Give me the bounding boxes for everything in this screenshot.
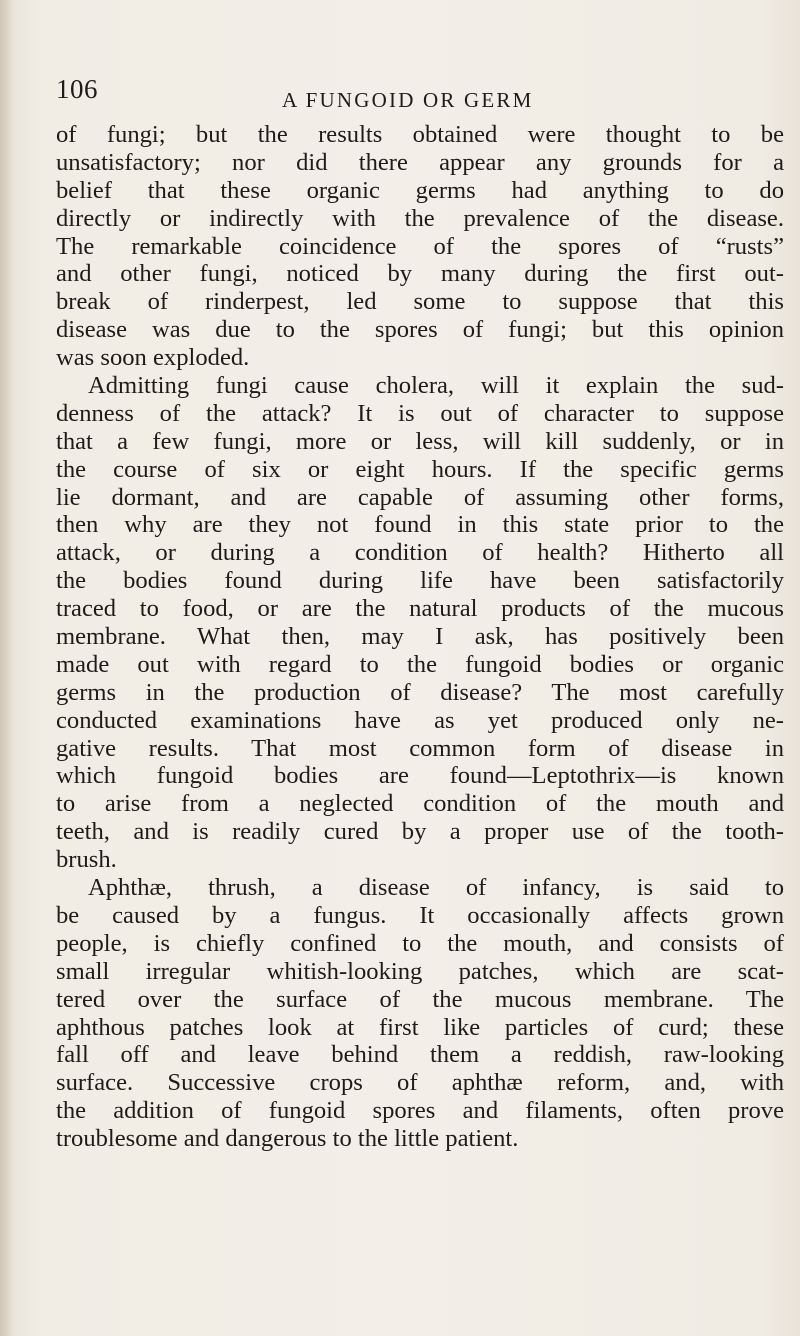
text-line: the bodies found during life have been satisfactorily — [56, 567, 784, 595]
text-line: the course of six or eight hours. If the specific germs — [56, 455, 784, 483]
text-line: conducted examinations have as yet produced only ne- — [56, 706, 784, 734]
page-number: 106 — [56, 74, 98, 104]
text-line: Aphthæ, thrush, a disease of infancy, is said to — [88, 874, 784, 902]
text-line: disease was due to the spores of fungi; but this opinion — [56, 316, 784, 344]
text-line: denness of the attack? It is out of character to suppose — [56, 399, 784, 427]
text-line: break of rinderpest, led some to suppose that this — [56, 288, 784, 316]
text-line: gative results. That most common form of disease in — [56, 734, 784, 762]
text-line: troublesome and dangerous to the little patient. — [56, 1125, 519, 1153]
text-line: the addition of fungoid spores and filaments, often prove — [56, 1097, 784, 1125]
text-line: membrane. What then, may I ask, has positively been — [56, 623, 784, 651]
text-line: attack, or during a condition of health? Hitherto all — [56, 539, 784, 567]
running-title: A FUNGOID OR GERM — [282, 88, 534, 112]
text-line: brush. — [56, 846, 117, 874]
body-text — [56, 121, 784, 1153]
text-line: made out with regard to the fungoid bodies or organic — [56, 650, 784, 678]
text-line: Admitting fungi cause cholera, will it explain the sud- — [88, 372, 784, 400]
text-line: was soon exploded. — [56, 344, 250, 372]
text-line: to arise from a neglected condition of the mouth and — [56, 790, 784, 818]
text-line: unsatisfactory; nor did there appear any grounds for a — [56, 148, 784, 176]
text-line: surface. Successive crops of aphthæ reform, and, with — [56, 1069, 784, 1097]
text-line: small irregular whitish-looking patches, which are scat- — [56, 957, 784, 985]
page-edge-shadow — [0, 0, 14, 1336]
text-line: directly or indirectly with the prevalence of the disease. — [56, 204, 784, 232]
text-line: aphthous patches look at first like particles of curd; these — [56, 1013, 784, 1041]
text-line: tered over the surface of the mucous membrane. The — [56, 985, 784, 1013]
text-line: that a few fungi, more or less, will kill suddenly, or in — [56, 427, 784, 455]
text-line: of fungi; but the results obtained were thought to be — [56, 121, 784, 148]
text-line: The remarkable coincidence of the spores of “rusts” — [56, 232, 784, 260]
text-line: and other fungi, noticed by many during the first out- — [56, 260, 784, 288]
text-line: fall off and leave behind them a reddish, raw-looking — [56, 1041, 784, 1069]
text-line: traced to food, or are the natural products of the mucous — [56, 595, 784, 623]
page-header — [56, 74, 786, 114]
text-line: belief that these organic germs had anything to do — [56, 176, 784, 204]
text-line: then why are they not found in this state prior to the — [56, 511, 784, 539]
text-line: germs in the production of disease? The most carefully — [56, 678, 784, 706]
text-line: teeth, and is readily cured by a proper use of the tooth- — [56, 818, 784, 846]
text-line: people, is chiefly confined to the mouth, and consists of — [56, 929, 784, 957]
text-line: lie dormant, and are capable of assuming other forms, — [56, 483, 784, 511]
text-line: be caused by a fungus. It occasionally affects grown — [56, 901, 784, 929]
text-line: which fungoid bodies are found—Leptothrix—is known — [56, 762, 784, 790]
